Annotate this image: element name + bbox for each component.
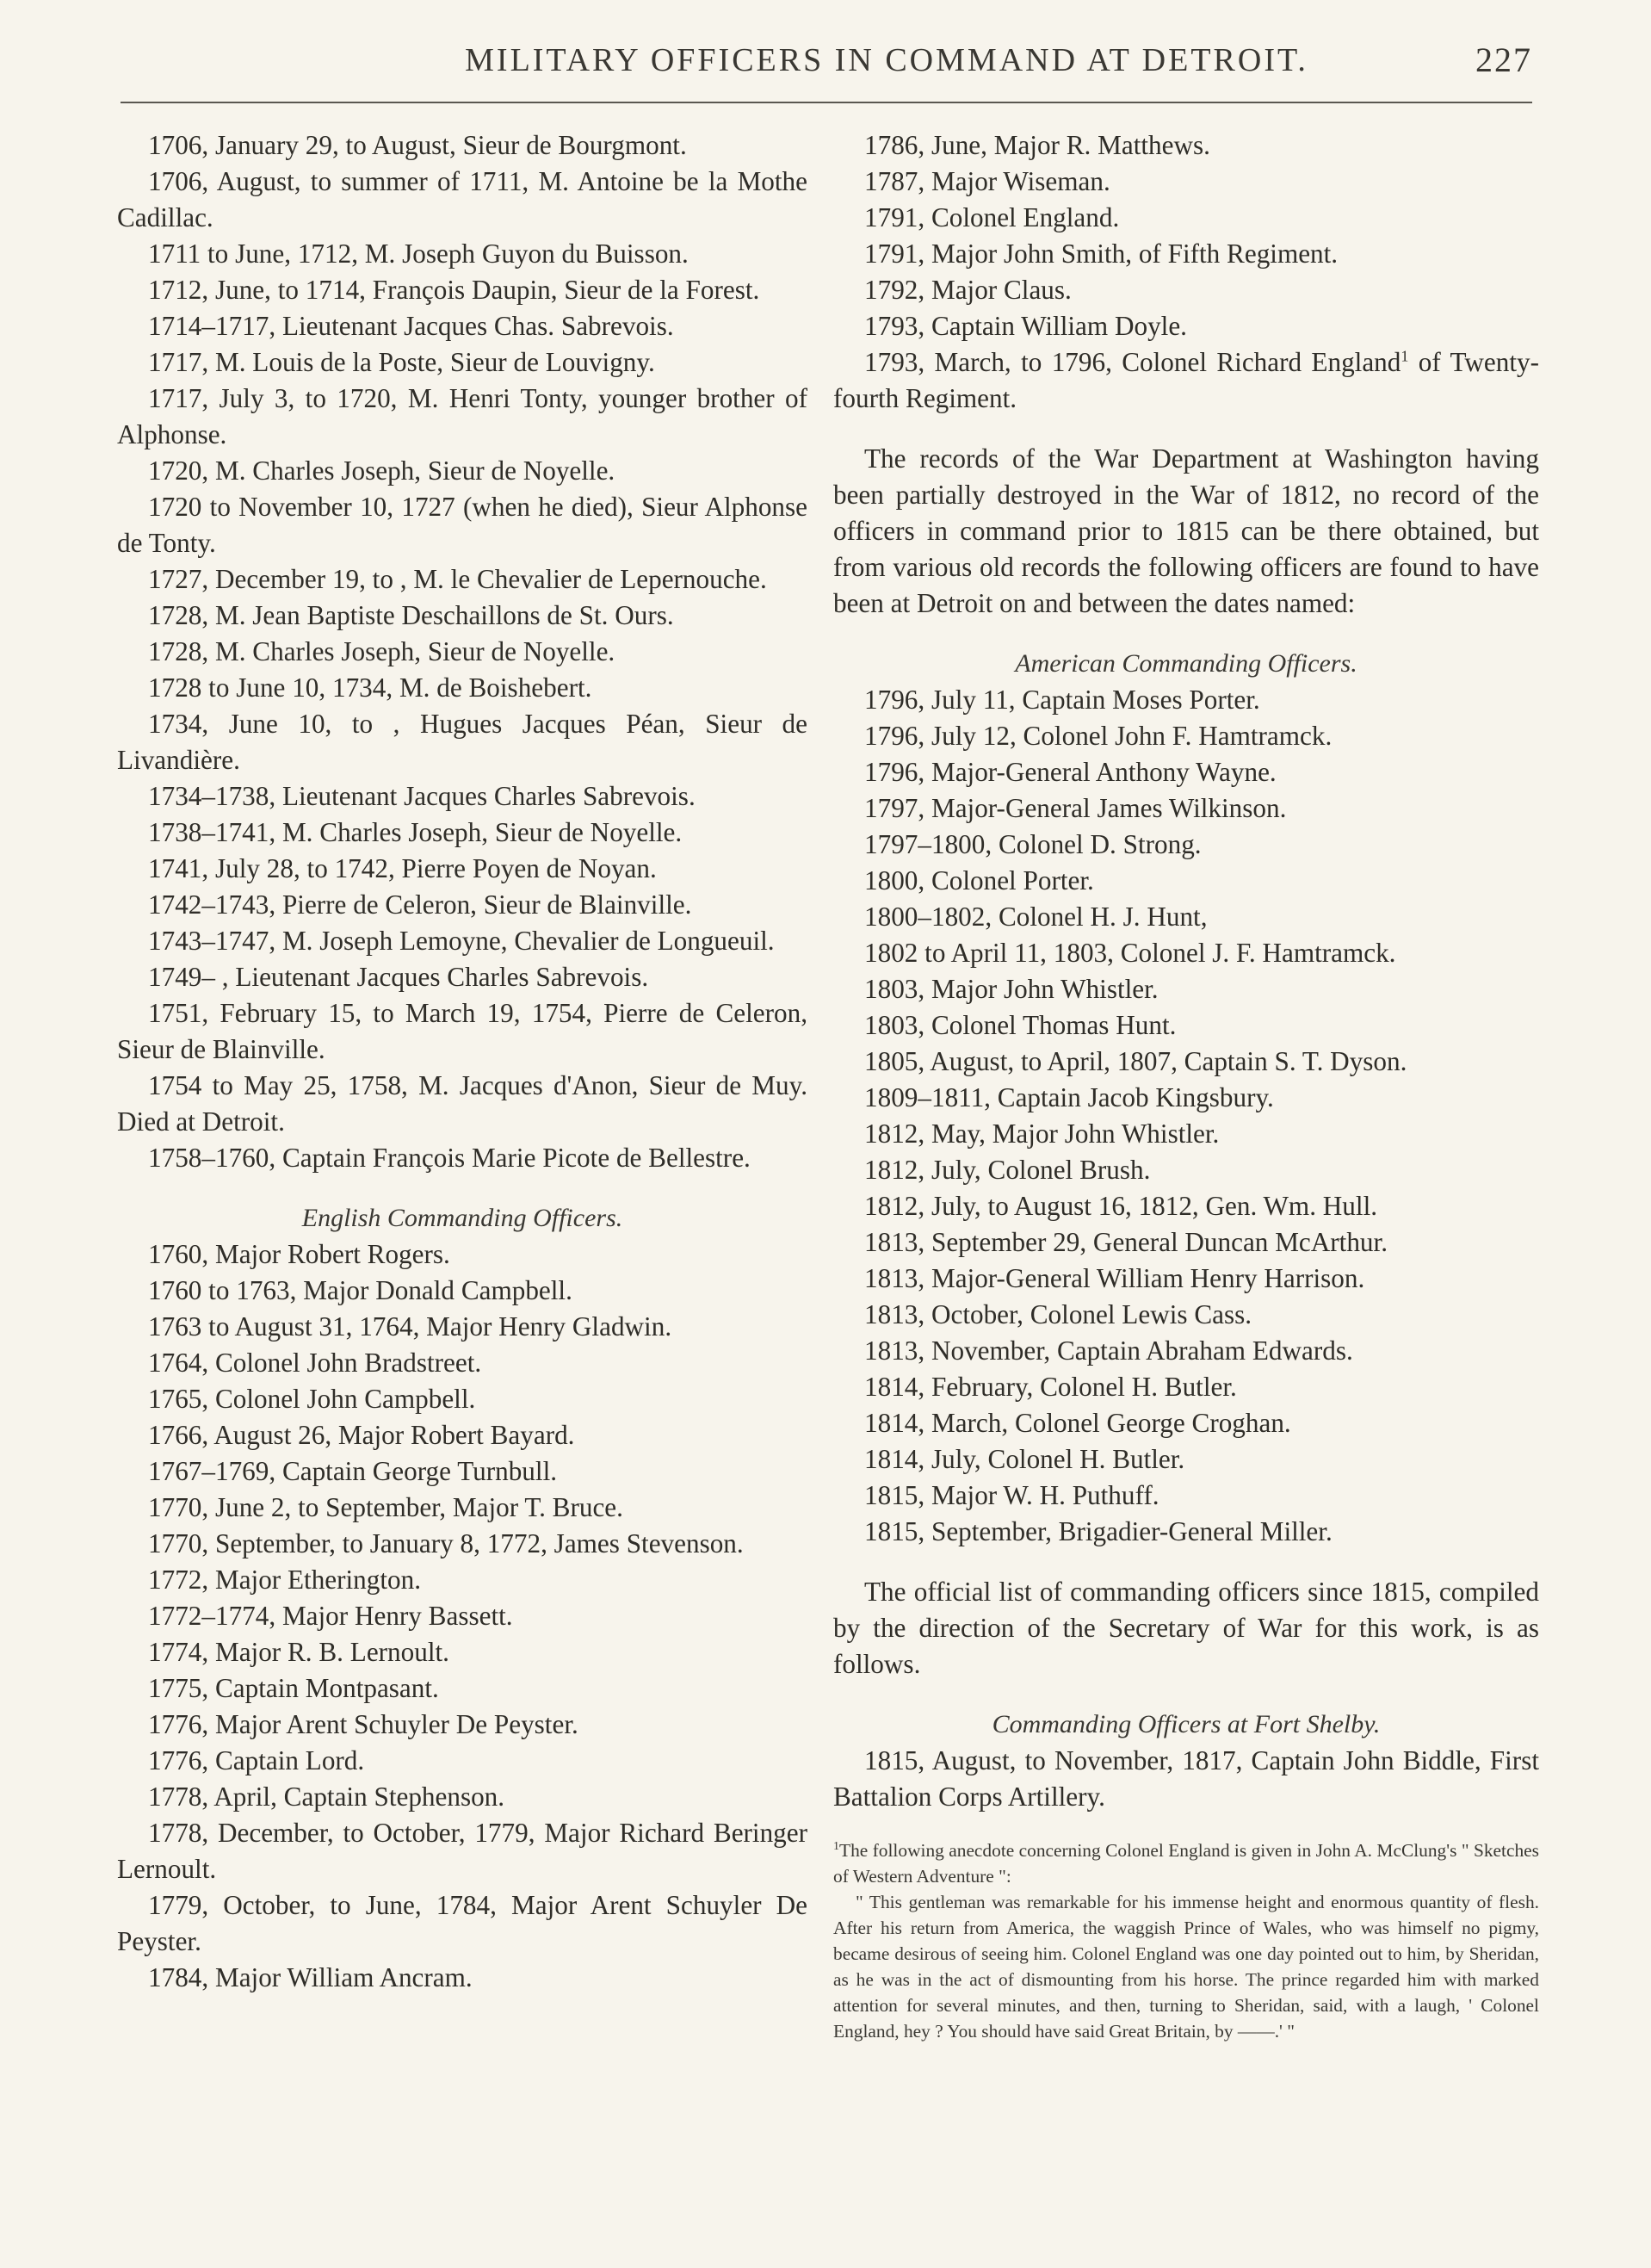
officer-entry: 1734–1738, Lieutenant Jacques Charles Sabrevois. (148, 781, 696, 811)
english-officers-list (117, 1236, 807, 1996)
officer-entry: 1812, May, Major John Whistler. (864, 1119, 1220, 1149)
officer-entry: 1717, M. Louis de la Poste, Sieur de Louvigny. (148, 347, 655, 377)
section-gap (117, 1176, 807, 1200)
officer-entry: 1797–1800, Colonel D. Strong. (864, 829, 1202, 859)
officer-entry: 1787, Major Wiseman. (864, 166, 1110, 196)
officer-entry: 1786, June, Major R. Matthews. (864, 130, 1210, 160)
running-head (121, 41, 1532, 93)
footnote-mark: 1 (1401, 347, 1409, 365)
officer-entry: 1772, Major Etherington. (148, 1565, 422, 1595)
officer-entry: 1791, Major John Smith, of Fifth Regiment. (864, 239, 1339, 269)
footnote-intro (833, 1837, 1539, 1889)
officer-entry: 1706, August, to summer of 1711, M. Antoine be la Mothe Cadillac. (117, 166, 807, 232)
officer-entry: 1778, April, Captain Stephenson. (148, 1782, 505, 1812)
officer-entry: 1754 to May 25, 1758, M. Jacques d'Anon, Sieur de Muy. Died at Detroit. (117, 1070, 807, 1137)
officer-entry: 1796, July 12, Colonel John F. Hamtramck. (864, 721, 1333, 751)
officer-entry: 1774, Major R. B. Lernoult. (148, 1637, 449, 1667)
english-officers-list-continued (833, 127, 1539, 344)
officer-entry: 1763 to August 31, 1764, Major Henry Gladwin. (148, 1311, 672, 1342)
header-rule (121, 102, 1532, 103)
officer-entry: 1815, September, Brigadier-General Miller. (864, 1516, 1333, 1546)
officer-entry: 1800, Colonel Porter. (864, 865, 1094, 895)
english-section-heading: English Commanding Officers. (301, 1204, 623, 1232)
officer-entry: 1772–1774, Major Henry Bassett. (148, 1601, 513, 1631)
officer-entry: 1770, September, to January 8, 1772, James Stevenson. (148, 1528, 744, 1558)
officer-entry: 1764, Colonel John Bradstreet. (148, 1348, 482, 1378)
footnote-quote: " This gentleman was remarkable for his immense height and enormous quantity of flesh. After his return from America, the waggish Prince of Wales, who was himself no pigmy, became desirous of seeing him. Colonel England was one day pointed out to him, by Sheridan, as he was in the act of dismounting from his horse. The prince regarded him with marked attention for several minutes, and then, turning to Sheridan, said, with a laugh, ' Colonel England, hey ? You should have said Great Britain, by ——.' " (833, 1892, 1539, 2042)
officer-entry: 1738–1741, M. Charles Joseph, Sieur de Noyelle. (148, 817, 683, 847)
officer-entry-england (833, 344, 1539, 417)
officer-entry: 1712, June, to 1714, François Daupin, Sieur de la Forest. (148, 275, 760, 305)
officer-entry: 1792, Major Claus. (864, 275, 1072, 305)
section-gap (833, 417, 1539, 441)
officer-entry: 1814, March, Colonel George Croghan. (864, 1408, 1291, 1438)
officer-entry: 1728, M. Charles Joseph, Sieur de Noyelle. (148, 636, 615, 666)
section-gap (833, 1550, 1539, 1574)
officer-entry: 1776, Captain Lord. (148, 1745, 365, 1775)
page-number: 227 (1475, 40, 1532, 79)
american-officers-list (833, 682, 1539, 1550)
officer-entry: 1784, Major William Ancram. (148, 1962, 473, 1992)
section-gap (833, 622, 1539, 646)
officer-entry: 1796, July 11, Captain Moses Porter. (864, 685, 1260, 715)
entry-text: 1793, March, to 1796, Colonel Richard England (864, 347, 1401, 377)
left-column (117, 127, 807, 1996)
records-paragraph: The records of the War Department at Washington having been partially destroyed in the War of 1812, no record of the officers in command prior to 1815 can be there obtained, but from various old records the following officers are found to have been at Detroit on and between the dates named: (833, 443, 1539, 618)
officer-entry: 1778, December, to October, 1779, Major Richard Beringer Lernoult. (117, 1818, 807, 1884)
officer-entry: 1815, Major W. H. Puthuff. (864, 1480, 1159, 1510)
officer-entry: 1797, Major-General James Wilkinson. (864, 793, 1287, 823)
running-title: MILITARY OFFICERS IN COMMAND AT DETROIT. (465, 42, 1308, 78)
officer-entry: 1805, August, to April, 1807, Captain S. T. Dyson. (864, 1046, 1407, 1076)
officer-entry: 1728 to June 10, 1734, M. de Boishebert. (148, 672, 592, 703)
officer-entry: 1779, October, to June, 1784, Major Arent Schuyler De Peyster. (117, 1890, 807, 1956)
entry-text-after: of Twenty-fourth Regiment. (833, 347, 1539, 413)
officer-entry: 1814, February, Colonel H. Butler. (864, 1372, 1237, 1402)
american-section-heading: American Commanding Officers. (1015, 649, 1357, 678)
right-column (833, 127, 1539, 2044)
officer-entry: 1766, August 26, Major Robert Bayard. (148, 1420, 575, 1450)
official-list-paragraph: The official list of commanding officers since 1815, compiled by the direction of the Secretary of War for this work, is as follows. (833, 1577, 1539, 1679)
officer-entry: 1812, July, to August 16, 1812, Gen. Wm. Hull. (864, 1191, 1378, 1221)
officer-entry: 1743–1747, M. Joseph Lemoyne, Chevalier de Longueuil. (148, 926, 775, 956)
french-officers-list (117, 127, 807, 1176)
officer-entry: 1767–1769, Captain George Turnbull. (148, 1456, 558, 1486)
footnote-intro-text: The following anecdote concerning Colonel England is given in John A. McClung's " Sketches of Western Adventure ": (833, 1840, 1539, 1887)
officer-entry: 1728, M. Jean Baptiste Deschaillons de St. Ours. (148, 600, 674, 630)
section-gap (833, 1682, 1539, 1707)
officer-entry: 1749– , Lieutenant Jacques Charles Sabrevois. (148, 962, 649, 992)
officer-entry: 1734, June 10, to , Hugues Jacques Péan, Sieur de Livandière. (117, 709, 807, 775)
officer-entry: 1813, November, Captain Abraham Edwards. (864, 1335, 1353, 1366)
officer-entry: 1791, Colonel England. (864, 202, 1120, 232)
officer-entry: 1809–1811, Captain Jacob Kingsbury. (864, 1082, 1274, 1112)
officer-entry: 1802 to April 11, 1803, Colonel J. F. Hamtramck. (864, 938, 1396, 968)
officer-entry: 1814, July, Colonel H. Butler. (864, 1444, 1185, 1474)
officer-entry: 1741, July 28, to 1742, Pierre Poyen de Noyan. (148, 853, 657, 883)
officer-entry: 1720 to November 10, 1727 (when he died), Sieur Alphonse de Tonty. (117, 492, 807, 558)
officer-entry: 1803, Colonel Thomas Hunt. (864, 1010, 1177, 1040)
officer-entry: 1796, Major-General Anthony Wayne. (864, 757, 1277, 787)
officer-entry: 1758–1760, Captain François Marie Picote de Bellestre. (148, 1143, 751, 1173)
officer-entry: 1803, Major John Whistler. (864, 974, 1159, 1004)
officer-entry: 1765, Colonel John Campbell. (148, 1384, 476, 1414)
fort-shelby-officers-list (833, 1743, 1539, 1815)
officer-entry: 1714–1717, Lieutenant Jacques Chas. Sabrevois. (148, 311, 674, 341)
footnote-number: 1 (833, 1839, 839, 1853)
officer-entry: 1800–1802, Colonel H. J. Hunt, (864, 902, 1208, 932)
officer-entry: 1813, September 29, General Duncan McArthur. (864, 1227, 1388, 1257)
officer-entry: 1742–1743, Pierre de Celeron, Sieur de Blainville. (148, 889, 692, 920)
footnote (833, 1837, 1539, 2044)
officer-entry: 1760 to 1763, Major Donald Campbell. (148, 1275, 572, 1305)
officer-entry: 1815, August, to November, 1817, Captain John Biddle, First Battalion Corps Artillery. (833, 1745, 1539, 1812)
officer-entry: 1776, Major Arent Schuyler De Peyster. (148, 1709, 578, 1739)
officer-entry: 1813, Major-General William Henry Harrison. (864, 1263, 1365, 1293)
officer-entry: 1751, February 15, to March 19, 1754, Pierre de Celeron, Sieur de Blainville. (117, 998, 807, 1064)
officer-entry: 1812, July, Colonel Brush. (864, 1155, 1151, 1185)
officer-entry: 1711 to June, 1712, M. Joseph Guyon du Buisson. (148, 239, 689, 269)
officer-entry: 1760, Major Robert Rogers. (148, 1239, 450, 1269)
officer-entry: 1770, June 2, to September, Major T. Bruce. (148, 1492, 623, 1522)
officer-entry: 1793, Captain William Doyle. (864, 311, 1187, 341)
officer-entry: 1720, M. Charles Joseph, Sieur de Noyelle. (148, 455, 615, 486)
officer-entry: 1813, October, Colonel Lewis Cass. (864, 1299, 1252, 1329)
officer-entry: 1706, January 29, to August, Sieur de Bourgmont. (148, 130, 687, 160)
fort-shelby-section-heading: Commanding Officers at Fort Shelby. (992, 1710, 1381, 1738)
officer-entry: 1727, December 19, to , M. le Chevalier de Lepernouche. (148, 564, 767, 594)
officer-entry: 1775, Captain Montpasant. (148, 1673, 439, 1703)
officer-entry: 1717, July 3, to 1720, M. Henri Tonty, younger brother of Alphonse. (117, 383, 807, 449)
